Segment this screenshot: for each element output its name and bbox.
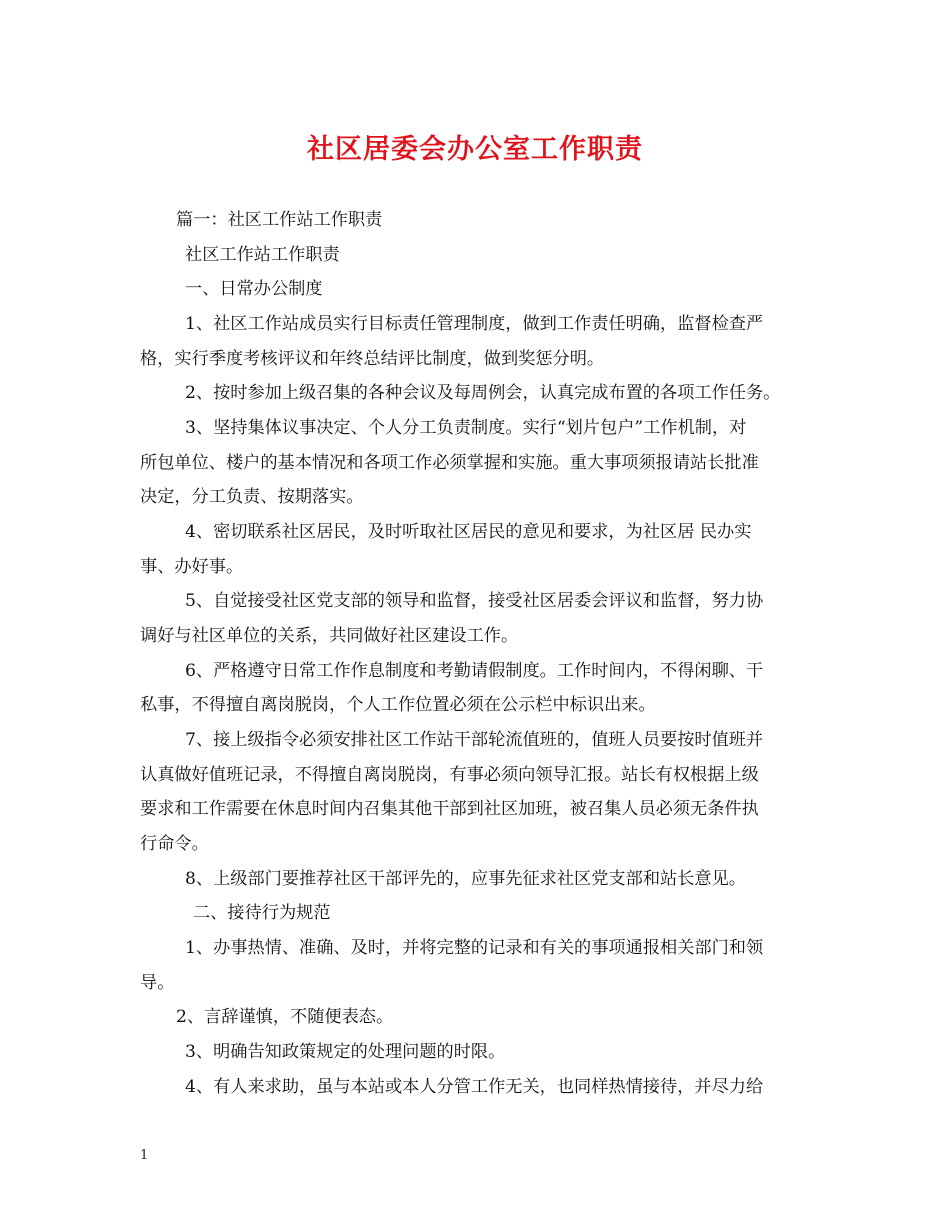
- page-number: 1: [140, 1148, 149, 1163]
- subsection-heading: 社区工作站工作职责: [185, 245, 340, 265]
- page-title: 社区居委会办公室工作职责: [307, 134, 643, 165]
- paragraph-line: 6、严格遵守日常工作作息制度和考勤请假制度。工作时间内，不得闲聊、干: [185, 661, 764, 681]
- paragraph-line: 事、办好事。: [140, 557, 244, 577]
- paragraph-line: 7、接上级指令必须安排社区工作站干部轮流值班的，值班人员要按时值班并: [185, 730, 764, 750]
- paragraph-line: 所包单位、楼户的基本情况和各项工作必须掌握和实施。重大事项须报请站长批准: [140, 453, 759, 473]
- paragraph-line: 1、办事热情、准确、及时，并将完整的记录和有关的事项通报相关部门和领: [185, 938, 764, 958]
- paragraph-line: 要求和工作需要在休息时间内召集其他干部到社区加班，被召集人员必须无条件执: [140, 799, 759, 819]
- paragraph-line: 调好与社区单位的关系，共同做好社区建设工作。: [140, 626, 519, 646]
- section-heading: 篇一：社区工作站工作职责: [176, 210, 383, 230]
- paragraph-line: 1、社区工作站成员实行目标责任管理制度，做到工作责任明确，监督检查严: [185, 314, 764, 334]
- paragraph-line: 2、按时参加上级召集的各种会议及每周例会，认真完成布置的各项工作任务。: [185, 383, 781, 403]
- paragraph-line: 4、有人来求助，虽与本站或本人分管工作无关，也同样热情接待，并尽力给: [185, 1077, 764, 1097]
- paragraph-line: 决定，分工负责、按期落实。: [140, 487, 364, 507]
- paragraph-line: 私事，不得擅自离岗脱岗，个人工作位置必须在公示栏中标识出来。: [140, 695, 656, 715]
- paragraph-line: 导。: [140, 973, 175, 993]
- paragraph-line: 3、坚持集体议事决定、个人分工负责制度。实行“划片包户”工作机制，对: [185, 418, 747, 438]
- paragraph-line: 格，实行季度考核评议和年终总结评比制度，做到奖惩分明。: [140, 349, 605, 369]
- paragraph-line: 8、上级部门要推荐社区干部评先的，应事先征求社区党支部和站长意见。: [185, 869, 746, 889]
- paragraph-line: 5、自觉接受社区党支部的领导和监督，接受社区居委会评议和监督，努力协: [185, 591, 764, 611]
- subsection-heading: 一、日常办公制度: [185, 279, 323, 299]
- paragraph-line: 4、密切联系社区居民，及时听取社区居民的意见和要求，为社区居 民办实: [185, 522, 752, 542]
- paragraph-line: 行命令。: [140, 834, 209, 854]
- paragraph-line: 认真做好值班记录，不得擅自离岗脱岗，有事必须向领导汇报。站长有权根据上级: [140, 765, 759, 785]
- paragraph-line: 3、明确告知政策规定的处理问题的时限。: [185, 1042, 506, 1062]
- paragraph-line: 2、言辞谨慎，不随便表态。: [176, 1007, 394, 1027]
- subsection-heading: 二、接待行为规范: [193, 903, 331, 923]
